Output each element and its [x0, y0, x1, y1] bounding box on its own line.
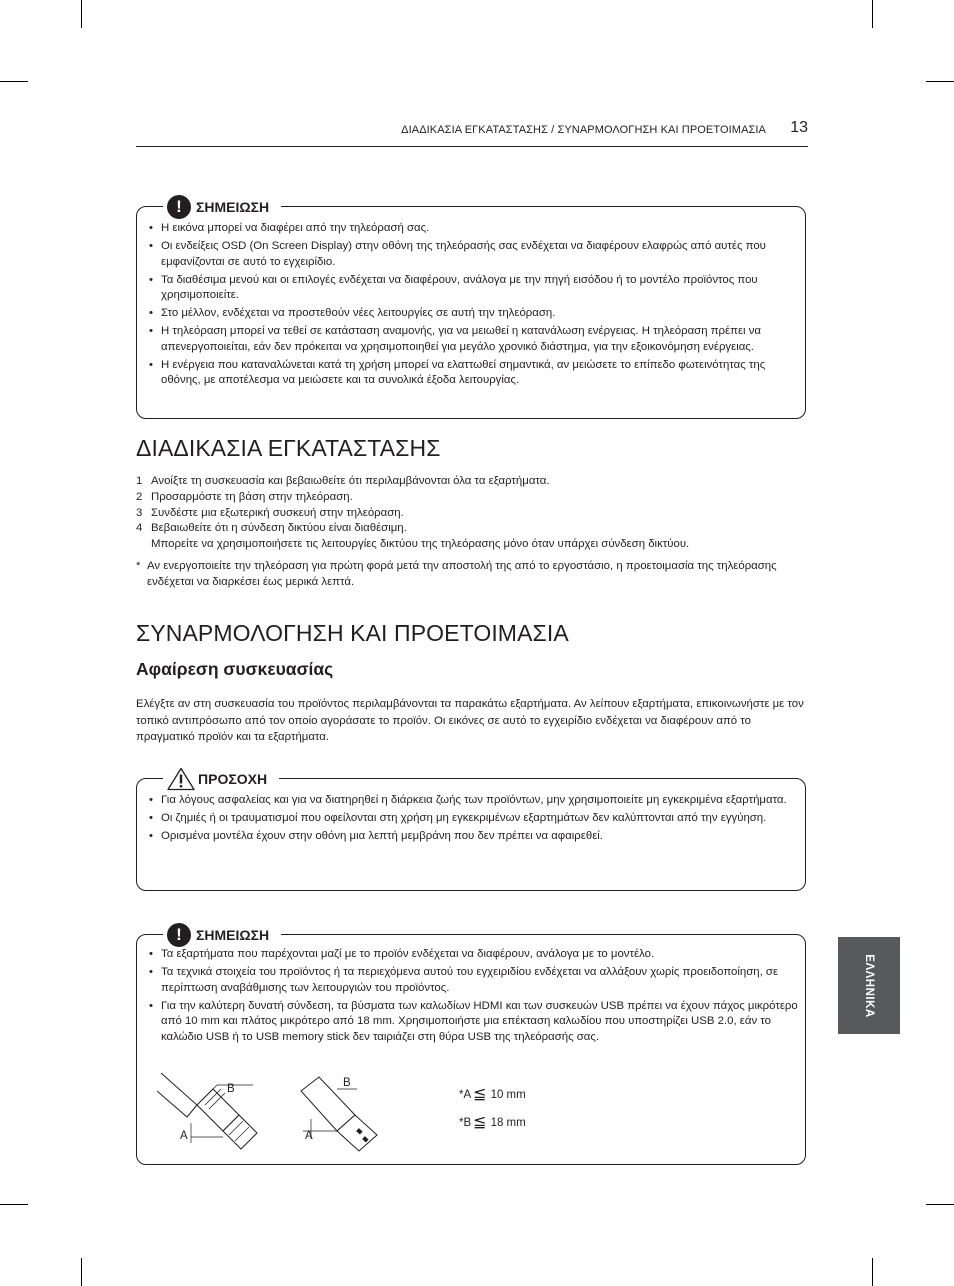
- dimension-a-label: A: [305, 1130, 313, 1142]
- measurement-a: [459, 1087, 526, 1103]
- dimension-b-label: B: [343, 1077, 351, 1089]
- measurement-b: [459, 1115, 526, 1131]
- list-item: [136, 521, 806, 537]
- list-item: • Η τηλεόραση μπορεί να τεθεί σε κατάσταση αναμονής, για να μειωθεί η κατανάλωση ενέργειας. Η τηλεόραση πρέπει να απενεργοποιείται, εάν δεν πρόκειται να χρησιμοποιηθεί για μεγάλο χρονικό διάστημα, για την εξοικονόμηση ενέργειας.: [147, 324, 799, 355]
- measurement-b-value: 18 mm: [490, 1117, 526, 1129]
- crop-mark: [81, 1258, 82, 1286]
- step-text: Βεβαιωθείτε ότι η σύνδεση δικτύου είναι διαθέσιμη.: [151, 522, 407, 535]
- note-list: [147, 947, 799, 1048]
- list-item: • Ορισμένα μοντέλα έχουν στην οθόνη μια λεπτή μεμβράνη που δεν πρέπει να αφαιρεθεί.: [147, 829, 799, 845]
- list-item: • Για λόγους ασφαλείας και για να διατηρηθεί η διάρκεια ζωής των προϊόντων, μην χρησιμοποιείτε μη εγκεκριμένα εξαρτήματα.: [147, 793, 799, 809]
- header-section-title: ΔΙΑΔΙΚΑΣΙΑ ΕΓΚΑΤΑΣΤΑΣΗΣ / ΣΥΝΑΡΜΟΛΟΓΗΣΗ ΚΑΙ ΠΡΟΕΤΟΙΜΑΣΙΑ: [401, 124, 766, 136]
- note-label: ΣΗΜΕΙΩΣΗ: [196, 199, 270, 215]
- note-label: ΣΗΜΕΙΩΣΗ: [196, 927, 270, 943]
- step-number: 2: [136, 490, 143, 503]
- caution-label: ΠΡΟΣΟΧΗ: [198, 771, 268, 787]
- list-item: [136, 490, 806, 506]
- footnote-text: Αν ενεργοποιείτε την τηλεόραση για πρώτη φορά μετά την αποστολή της από το εργοστάσιο, η προετοιμασία της τηλεόρασης ενδέχεται να διαρκέσει έως μερικά λεπτά.: [147, 560, 777, 588]
- note-box: [136, 197, 806, 419]
- language-label: ΕΛΛΗΝΙΚΑ: [863, 953, 875, 1018]
- crop-mark: [926, 81, 954, 82]
- list-item: • Τα εξαρτήματα που παρέχονται μαζί με το προϊόν ενδέχεται να διαφέρουν, ανάλογα με το μοντέλο.: [147, 947, 799, 963]
- step-subtext: Μπορείτε να χρησιμοποιήσετε τις λειτουργίες δικτύου της τηλεόρασης μόνο όταν υπάρχει σύνδεση δικτύου.: [151, 538, 690, 551]
- page-number: 13: [790, 119, 808, 136]
- unpacking-subtitle: Αφαίρεση συσκευασίας: [136, 659, 334, 679]
- crop-mark: [0, 1204, 28, 1205]
- assembly-title: ΣΥΝΑΡΜΟΛΟΓΗΣΗ ΚΑΙ ΠΡΟΕΤΟΙΜΑΣΙΑ: [136, 620, 569, 646]
- footnote-mark: *: [136, 560, 141, 572]
- warning-triangle-icon: [167, 767, 195, 791]
- step-text: Προσαρμόστε τη βάση στην τηλεόραση.: [151, 490, 353, 503]
- install-title: ΔΙΑΔΙΚΑΣΙΑ ΕΓΚΑΤΑΣΤΑΣΗΣ: [136, 435, 441, 461]
- step-number: 4: [136, 522, 143, 535]
- list-item: • Η εικόνα μπορεί να διαφέρει από την τηλεόρασή σας.: [147, 221, 799, 237]
- caution-box: [136, 771, 806, 891]
- exclamation-icon: !: [167, 923, 191, 947]
- hdmi-plug-illustration: [157, 1067, 277, 1157]
- list-item: [136, 506, 806, 522]
- crop-mark: [926, 1204, 954, 1205]
- page-header: [136, 119, 808, 147]
- list-item: [136, 474, 806, 490]
- measurement-b-prefix: *B: [459, 1117, 472, 1129]
- le-symbol: ≦: [473, 1114, 487, 1131]
- install-footnote: [136, 559, 808, 590]
- list-item: • Στο μέλλον, ενδέχεται να προστεθούν νέες λειτουργίες σε αυτή την τηλεόραση.: [147, 306, 799, 322]
- dimension-b-label: B: [227, 1083, 235, 1095]
- exclamation-icon: !: [167, 195, 191, 219]
- crop-mark: [872, 1258, 873, 1286]
- le-symbol: ≦: [473, 1086, 487, 1103]
- note-title: [163, 194, 281, 220]
- caution-title: [163, 766, 279, 792]
- install-steps: [136, 474, 806, 553]
- unpacking-paragraph: Ελέγξτε αν στη συσκευασία του προϊόντος περιλαμβάνονται τα παρακάτω εξαρτήματα. Αν λείπουν εξαρτήματα, επικοινωνήστε με τον τοπικό αντιπρόσωπο από τον οποίο αγοράσατε το προϊόν. Οι εικόνες σε αυτό το εγχειρίδιο ενδέχεται να διαφέρουν από το πραγματικό προϊόν και τα εξαρτήματα.: [136, 698, 804, 743]
- list-item: • Τα τεχνικά στοιχεία του προϊόντος ή τα περιεχόμενα αυτού του εγχειριδίου ενδέχεται να αλλάξουν χωρίς προειδοποίηση, σε περίπτωση αναβάθμισης των λειτουργιών του προϊόντος.: [147, 965, 799, 996]
- crop-mark: [872, 0, 873, 28]
- language-side-tab: [838, 937, 900, 1034]
- note-list: [147, 221, 799, 391]
- measurement-a-prefix: *A: [459, 1089, 472, 1101]
- dimension-a-label: A: [180, 1130, 188, 1142]
- list-item: • Οι ενδείξεις OSD (On Screen Display) στην οθόνη της τηλεόρασής σας ενδέχεται να διαφέρουν ελαφρώς από αυτές που εμφανίζονται σε αυτό το εγχειρίδιο.: [147, 239, 799, 270]
- list-item: • Οι ζημιές ή οι τραυματισμοί που οφείλονται στη χρήση μη εγκεκριμένων εξαρτημάτων δεν καλύπτονται από την εγγύηση.: [147, 811, 799, 827]
- crop-mark: [0, 81, 28, 82]
- measurement-a-value: 10 mm: [490, 1089, 526, 1101]
- list-item: • Η ενέργεια που καταναλώνεται κατά τη χρήση μπορεί να ελαττωθεί σημαντικά, αν μειώσετε το επίπεδο φωτεινότητας της οθόνης, με αποτέλεσμα να μειώσετε και τα συνολικά έξοδα λειτουργίας.: [147, 358, 799, 389]
- step-text: Συνδέστε μια εξωτερική συσκευή στην τηλεόραση.: [151, 506, 404, 519]
- list-item: • Για την καλύτερη δυνατή σύνδεση, τα βύσματα των καλωδίων HDMI και των συσκευών USB πρέπει να έχουν πάχος μικρότερο από 10 mm και πλάτος μικρότερο από 18 mm. Χρησιμοποιήστε μια επέκταση καλωδίου που υποστηρίζει USB 2.0, εάν το καλώδιο USB ή το USB memory stick δεν ταιριάζει στη θύρα USB της τηλεόρασής σας.: [147, 999, 799, 1046]
- step-number: 1: [136, 475, 143, 487]
- note-title: [163, 922, 281, 948]
- list-item: • Τα διαθέσιμα μενού και οι επιλογές ενδέχεται να διαφέρουν, ανάλογα με την πηγή εισόδου ή το μοντέλο προϊόντος που χρησιμοποιείτε.: [147, 273, 799, 304]
- caution-list: [147, 793, 799, 847]
- step-text: Ανοίξτε τη συσκευασία και βεβαιωθείτε ότι περιλαμβάνονται όλα τα εξαρτήματα.: [151, 475, 550, 487]
- step-number: 3: [136, 506, 143, 519]
- crop-mark: [81, 0, 82, 28]
- note-box: [136, 925, 806, 1165]
